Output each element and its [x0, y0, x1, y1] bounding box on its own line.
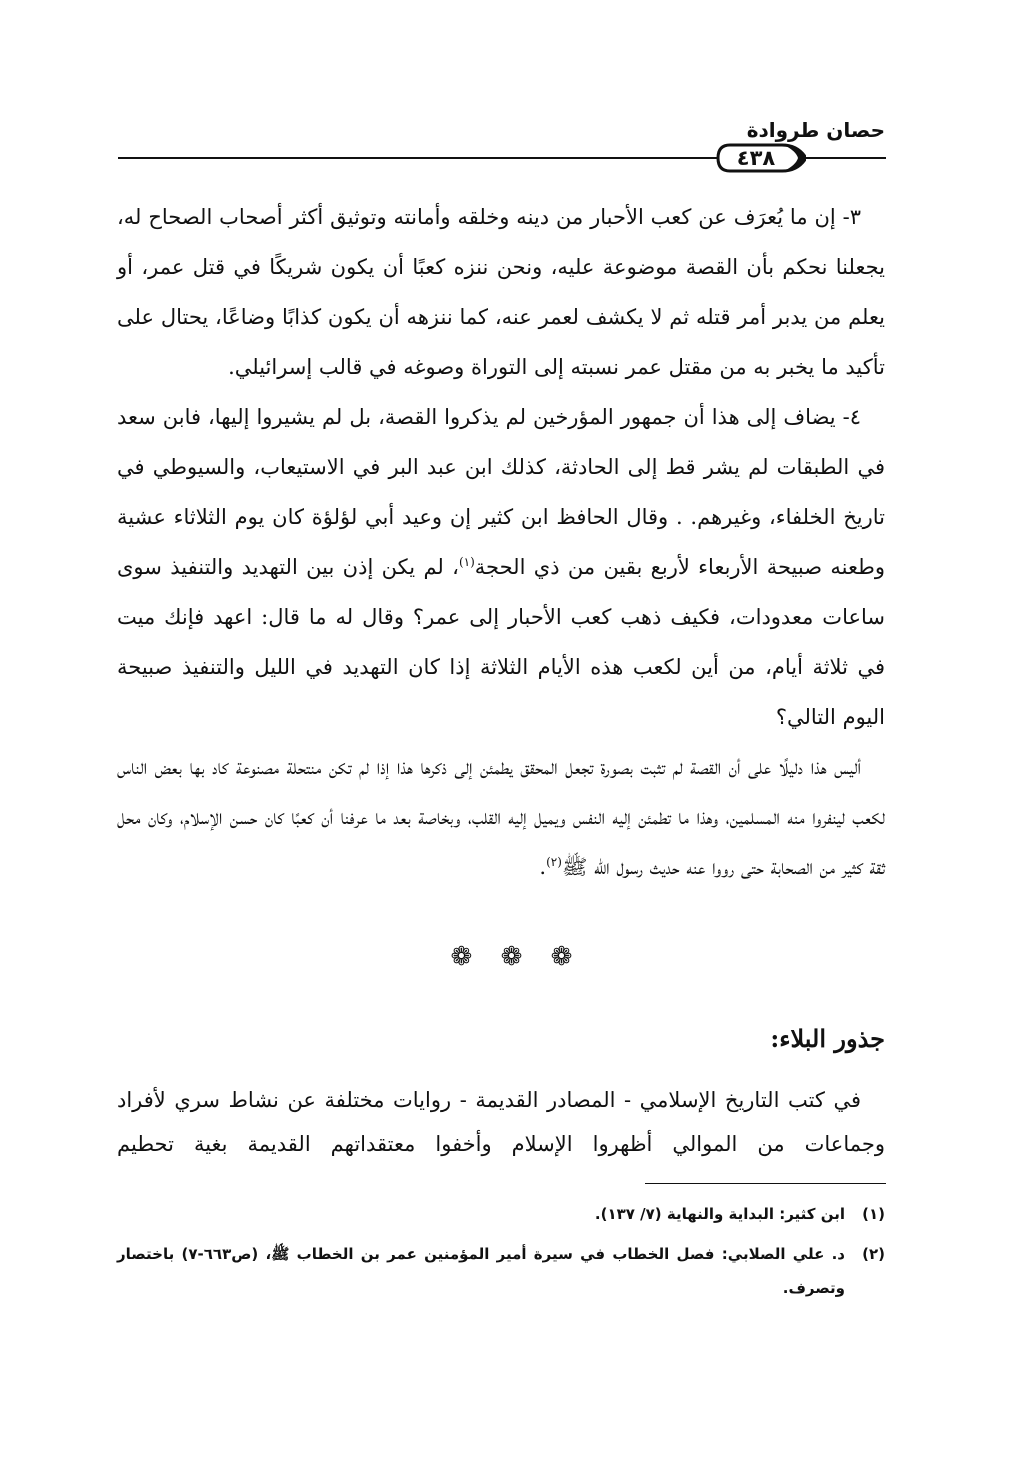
paragraph-text: .: [539, 855, 547, 879]
footnote-rule: [645, 1183, 886, 1184]
paragraph-text: أليس هذا دليلًا على أن القصة لم تثبت بصورة تجعل المحقق يطمئن إلى ذكرها هذا إذا لم تكن منتحلة مصنوعة كاد بها بعض الناس لكعب لينفروا منه المسلمين، وهذا ما تطمئن إليه النفس ويميل إليه القلب، وبخاصة بعد ما عرفنا أن كعبًا كان حسن الإسلام، وكان محل ثقة كثير من الصحابة حتى رووا عنه حديث رسول الله ﷺ: [117, 755, 885, 879]
paragraph-3: [117, 192, 885, 392]
body-text: [117, 192, 885, 892]
footnote-ref-1[interactable]: (١): [458, 555, 475, 569]
footnote-1: [117, 1197, 885, 1231]
ornament-divider: ❁ ❁ ❁: [450, 942, 583, 972]
paragraph-text: ٣- إن ما يُعرَف عن كعب الأحبار من دينه وخلقه وأمانته وتوثيق أكثر أصحاب الصحاح له، يجعلنا نحكم بأن القصة موضوعة عليه، ونحن ننزه كعبًا أن يكون شريكًا في قتل عمر، أو يعلم من يدبر أمر قتله ثم لا يكشف لعمر عنه، كما ننزهه أن يكون كذابًا وضاعًا، يحتال على تأكيد ما يخبر به من مقتل عمر نسبته إلى التوراة وصوغه في قالب إسرائيلي.: [117, 205, 885, 379]
paragraph-text: ٤- يضاف إلى هذا أن جمهور المؤرخين لم يذكروا القصة، بل لم يشيروا إليها، فابن سعد في الطبقات لم يشر قط إلى الحادثة، كذلك ابن عبد البر في الاستيعاب، والسيوطي في تاريخ الخلفاء، وغيرهم. . وقال الحافظ ابن كثير إن وعيد أبي لؤلؤة كان يوم الثلاثاء عشية وطعنه صبيحة الأربعاء لأربع بقين من ذي الحجة: [117, 405, 886, 579]
footnote-number: (١): [862, 1205, 885, 1223]
footnote-text: ابن كثير: البداية والنهاية (٧/ ١٣٧).: [594, 1205, 845, 1223]
footnote-text: د. علي الصلابي: فصل الخطاب في سيرة أمير المؤمنين عمر بن الخطاب ﷺ، (ص٦٦٣-٧) باختصار وتصرف.: [117, 1245, 845, 1297]
footnote-number: (٢): [862, 1245, 885, 1263]
page-number: ٤٣٨: [736, 146, 776, 170]
section-paragraph: في كتب التاريخ الإسلامي - المصادر القديمة - روايات مختلفة عن نشاط سري لأفراد وجماعات من الموالي أظهروا الإسلام وأخفوا معتقداتهم القديمة بغية تحطيم: [117, 1088, 885, 1156]
footnote-2: [117, 1237, 885, 1305]
section-body: [117, 1078, 885, 1166]
footnote-ref-2[interactable]: (٢): [546, 855, 562, 869]
page-number-badge: [714, 141, 806, 175]
paragraph-text: ، لم يكن إذن بين التهديد والتنفيذ سوى ساعات معدودات، فكيف ذهب كعب الأحبار إلى عمر؟ وقال له ما قال: اعهد فإنك ميت في ثلاثة أيام، من أين لكعب هذه الأيام الثلاثة إذا كان التهديد في الليل والتنفيذ صبيحة اليوم التالي؟: [117, 555, 885, 729]
section-heading: جذور البلاء:: [770, 1024, 885, 1053]
paragraph-conclusion: [117, 742, 885, 892]
footnotes: [117, 1197, 885, 1311]
paragraph-4: [117, 392, 885, 742]
book-title: حصان طروادة: [746, 118, 885, 142]
